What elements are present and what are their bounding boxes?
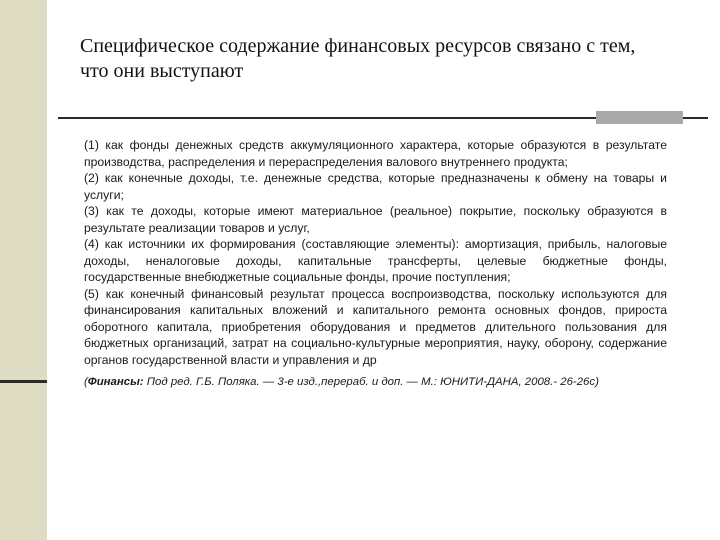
source-citation	[84, 374, 667, 391]
list-item-4: (4) как источники их формирования (составляющие элементы): амортизация, прибыль, налоговые доходы, неналоговые доходы, капитальные трансферты, целевые бюджетные фонды, государственные внебюджетные социальные фонды, прочие поступления;	[84, 237, 667, 284]
citation-book-title: Финансы:	[87, 376, 144, 388]
slide-body	[84, 137, 667, 391]
list-item-1: (1) как фонды денежных средств аккумуляционного характера, которые образуются в результате производства, распределения и перераспределения валового внутреннего продукта;	[84, 138, 667, 169]
slide-title: Специфическое содержание финансовых ресурсов связано с тем, что они выступают	[80, 35, 636, 82]
list-item-3: (3) как те доходы, которые имеют материальное (реальное) покрытие, поскольку образуются в результате реализации товаров и услуг,	[84, 204, 667, 235]
left-bar-divider	[0, 380, 47, 383]
citation-details: Под ред. Г.Б. Поляка. — 3-е изд.,перераб. и доп. — М.: ЮНИТИ-ДАНА, 2008.- 26-26с)	[143, 376, 599, 388]
citation-open-paren: (	[84, 376, 88, 388]
decorative-gray-block	[596, 111, 683, 124]
list-item-5: (5) как конечный финансовый результат процесса воспроизводства, поскольку используются для финансирования капитальных вложений и капитального ремонта основных фондов, прироста оборотного капитала, приобретения оборудования и предметов длительного пользования для бюджетных организаций, затрат на социально-культурные мероприятия, науку, оборону, содержание органов государственной власти и управления и др	[84, 286, 667, 367]
left-decorative-bar	[0, 0, 47, 540]
list-item-2: (2) как конечные доходы, т.е. денежные средства, которые предназначены к обмену на товары и услуги;	[84, 171, 667, 202]
